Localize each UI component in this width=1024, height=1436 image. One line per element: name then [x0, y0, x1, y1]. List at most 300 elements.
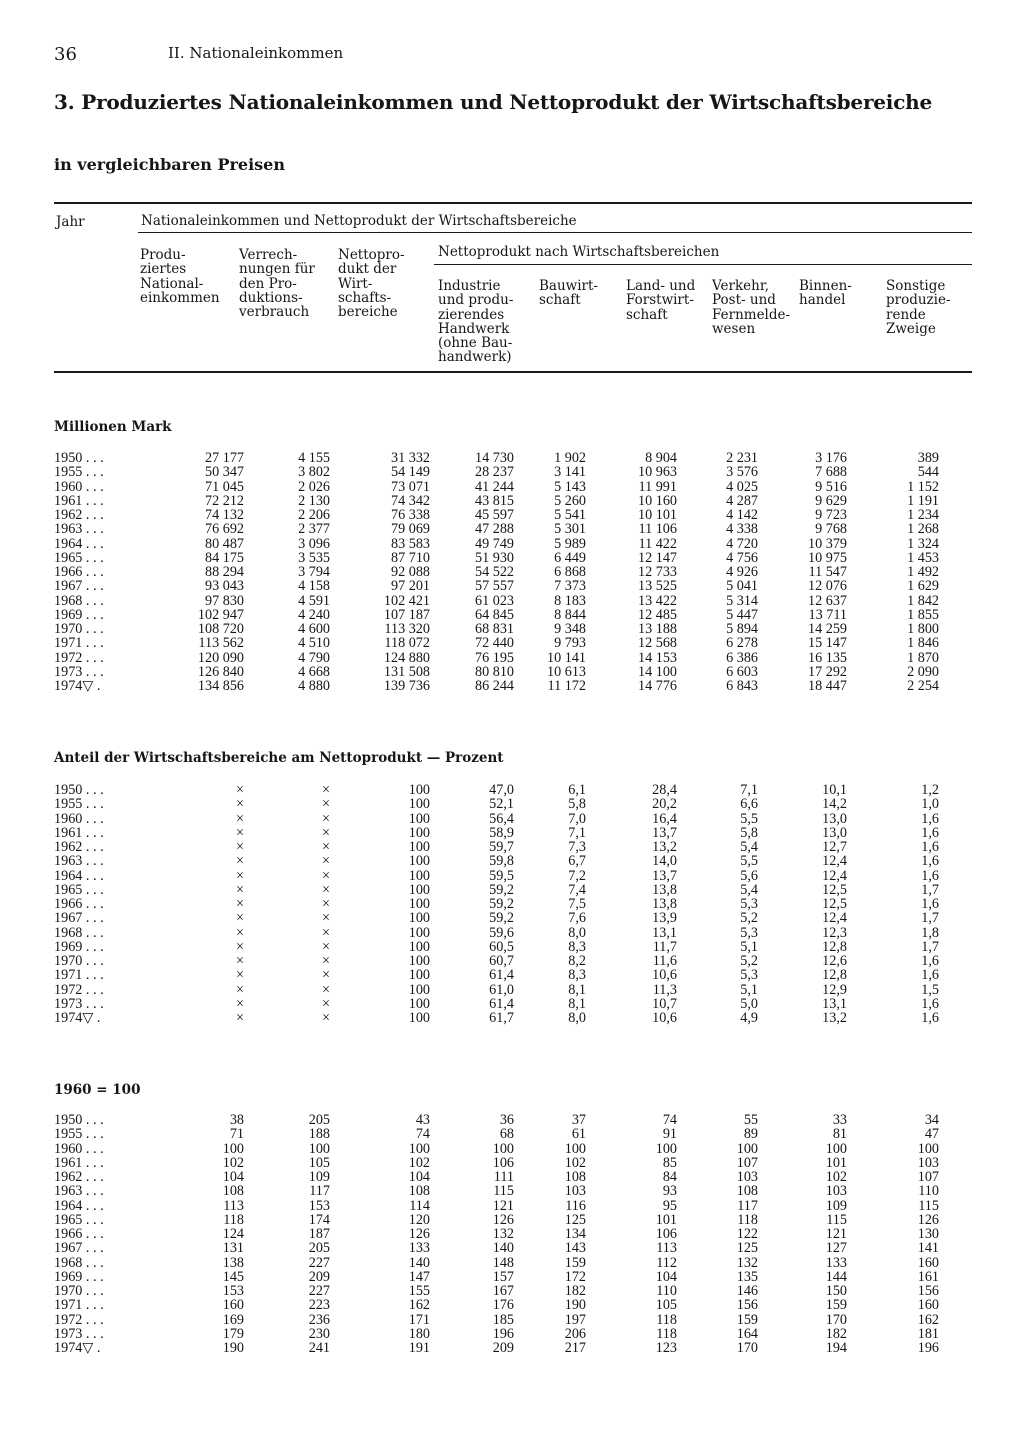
- cell-national-income: 104: [222, 1169, 244, 1185]
- cell-settlements: 174: [308, 1211, 330, 1228]
- cell-domestic-trade: 11 547: [808, 564, 847, 580]
- row-year: 1966 . . .: [54, 896, 104, 912]
- cell-net-product: 100: [408, 824, 430, 841]
- cell-transport: 5,2: [740, 910, 758, 927]
- table-row: [54, 1170, 994, 1184]
- cell-settlements: ×: [321, 953, 330, 969]
- cell-other-branches: 1 629: [907, 578, 939, 595]
- table-row: [54, 1227, 994, 1241]
- cell-construction: 7,2: [568, 867, 586, 884]
- table-row: [54, 940, 994, 954]
- cell-settlements: 223: [308, 1297, 330, 1314]
- cell-settlements: 3 535: [298, 549, 330, 566]
- cell-other-branches: 1,6: [921, 839, 939, 855]
- cell-construction: 125: [564, 1211, 586, 1228]
- table-row: [54, 1156, 994, 1170]
- cell-national-income: ×: [235, 867, 244, 884]
- cell-settlements: 4 240: [298, 606, 330, 623]
- cell-domestic-trade: 12 637: [807, 592, 847, 609]
- cell-other-branches: 126: [917, 1211, 939, 1228]
- cell-other-branches: 130: [917, 1226, 939, 1242]
- cell-construction: 6 449: [554, 549, 586, 566]
- cell-national-income: 169: [222, 1311, 244, 1328]
- cell-settlements: 3 794: [298, 564, 330, 580]
- cell-domestic-trade: 12,9: [822, 981, 847, 998]
- cell-settlements: 2 377: [298, 521, 330, 538]
- row-year: 1955 . . .: [54, 796, 104, 813]
- table-row: [54, 1270, 994, 1284]
- cell-net-product: 100: [408, 1140, 430, 1157]
- chapter-heading: II. Nationaleinkommen: [168, 44, 344, 62]
- cell-transport: 4 720: [726, 535, 758, 552]
- cell-other-branches: 2 254: [907, 678, 939, 694]
- cell-agriculture: 10 963: [637, 464, 677, 481]
- cell-construction: 182: [564, 1283, 586, 1299]
- cell-domestic-trade: 9 516: [815, 478, 847, 495]
- cell-agriculture: 12 733: [637, 564, 677, 580]
- column-header-domestic-trade: Binnen- handel: [799, 278, 852, 309]
- cell-national-income: ×: [235, 796, 244, 813]
- cell-settlements: ×: [321, 881, 330, 898]
- cell-settlements: 4 668: [298, 663, 330, 680]
- row-year: 1955 . . .: [54, 464, 104, 481]
- cell-construction: 217: [564, 1340, 586, 1356]
- cell-national-income: 118: [223, 1211, 244, 1228]
- cell-national-income: 179: [222, 1325, 244, 1342]
- column-header-transport: Verkehr, Post- und Fernmelde- wesen: [712, 278, 791, 337]
- cell-net-product: 102: [408, 1154, 430, 1171]
- cell-net-product: 100: [408, 782, 430, 798]
- cell-settlements: 4 158: [298, 578, 330, 595]
- cell-transport: 5,5: [740, 853, 758, 870]
- cell-settlements: 241: [308, 1340, 330, 1356]
- cell-net-product: 54 149: [390, 464, 430, 481]
- cell-settlements: 153: [308, 1197, 330, 1214]
- row-year: 1970 . . .: [54, 621, 104, 637]
- cell-national-income: ×: [235, 896, 244, 912]
- cell-agriculture: 13 188: [637, 621, 677, 637]
- cell-settlements: 205: [308, 1112, 330, 1128]
- cell-net-product: 100: [408, 995, 430, 1012]
- column-header-construction: Bauwirt- schaft: [539, 278, 598, 309]
- cell-other-branches: 1 453: [907, 549, 939, 566]
- section-label-millionen-mark: Millionen Mark: [54, 419, 172, 435]
- cell-settlements: ×: [321, 1010, 330, 1026]
- cell-settlements: ×: [321, 853, 330, 870]
- cell-net-product: 100: [408, 796, 430, 813]
- cell-settlements: 227: [308, 1283, 330, 1299]
- cell-transport: 156: [736, 1297, 758, 1314]
- cell-agriculture: 13,7: [652, 824, 677, 841]
- table-row: [54, 797, 994, 811]
- cell-industry: 196: [492, 1325, 514, 1342]
- cell-transport: 4,9: [740, 1010, 758, 1026]
- cell-national-income: ×: [235, 910, 244, 927]
- row-year: 1960 . . .: [54, 1140, 104, 1157]
- cell-industry: 47 288: [474, 521, 514, 538]
- cell-other-branches: 100: [917, 1140, 939, 1157]
- row-year: 1965 . . .: [54, 549, 104, 566]
- cell-agriculture: 14 153: [637, 649, 677, 666]
- table-row: [54, 997, 994, 1011]
- cell-national-income: 102: [222, 1154, 244, 1171]
- cell-transport: 5,4: [740, 881, 758, 898]
- cell-construction: 5 143: [554, 478, 586, 495]
- cell-settlements: ×: [321, 824, 330, 841]
- cell-domestic-trade: 159: [825, 1297, 847, 1314]
- cell-industry: 61,4: [489, 995, 514, 1012]
- cell-industry: 64 845: [474, 606, 514, 623]
- cell-other-branches: 162: [917, 1311, 939, 1328]
- table-row: [54, 1341, 994, 1355]
- cell-net-product: 100: [408, 967, 430, 984]
- cell-other-branches: 2 090: [907, 663, 939, 680]
- cell-net-product: 76 338: [390, 507, 430, 523]
- cell-construction: 5 260: [554, 492, 586, 509]
- cell-construction: 1 902: [554, 450, 586, 466]
- data-block-index-1960: [54, 1113, 994, 1355]
- table-row: [54, 911, 994, 925]
- cell-net-product: 100: [408, 810, 430, 827]
- cell-domestic-trade: 12,3: [822, 924, 847, 941]
- cell-industry: 51 930: [474, 549, 514, 566]
- cell-domestic-trade: 12,5: [822, 896, 847, 912]
- cell-net-product: 102 421: [383, 592, 430, 609]
- cell-other-branches: 544: [917, 464, 939, 481]
- cell-construction: 8,2: [568, 953, 586, 969]
- cell-industry: 59,2: [489, 910, 514, 927]
- table-row: [54, 579, 994, 593]
- cell-agriculture: 13,9: [652, 910, 677, 927]
- cell-transport: 117: [737, 1197, 758, 1214]
- cell-agriculture: 10 101: [637, 507, 677, 523]
- cell-construction: 108: [564, 1169, 586, 1185]
- cell-national-income: 97 830: [204, 592, 244, 609]
- cell-agriculture: 84: [662, 1169, 677, 1185]
- column-header-agriculture: Land- und Forstwirt- schaft: [626, 278, 696, 323]
- cell-domestic-trade: 12,5: [822, 881, 847, 898]
- cell-industry: 36: [499, 1112, 514, 1128]
- cell-industry: 61,7: [489, 1010, 514, 1026]
- cell-national-income: 153: [222, 1283, 244, 1299]
- cell-industry: 59,2: [489, 896, 514, 912]
- cell-national-income: ×: [235, 953, 244, 969]
- row-year: 1970 . . .: [54, 953, 104, 969]
- cell-transport: 5,3: [740, 896, 758, 912]
- cell-transport: 103: [736, 1169, 758, 1185]
- cell-national-income: 71: [229, 1126, 244, 1143]
- cell-other-branches: 1,6: [921, 810, 939, 827]
- cell-national-income: 108: [222, 1183, 244, 1200]
- cell-agriculture: 13 422: [637, 592, 677, 609]
- table-row: [54, 783, 994, 797]
- cell-transport: 108: [736, 1183, 758, 1200]
- table-row: [54, 480, 994, 494]
- cell-transport: 5 894: [726, 621, 758, 637]
- cell-industry: 185: [492, 1311, 514, 1328]
- cell-agriculture: 10,6: [652, 1010, 677, 1026]
- cell-national-income: 74 132: [204, 507, 244, 523]
- cell-industry: 59,2: [489, 881, 514, 898]
- cell-industry: 148: [492, 1254, 514, 1271]
- cell-transport: 146: [736, 1283, 758, 1299]
- cell-transport: 4 025: [726, 478, 758, 495]
- cell-agriculture: 112: [656, 1254, 677, 1271]
- cell-net-product: 139 736: [383, 678, 430, 694]
- cell-industry: 115: [493, 1183, 514, 1200]
- cell-other-branches: 389: [917, 450, 939, 466]
- cell-domestic-trade: 17 292: [807, 663, 847, 680]
- table-row: [54, 968, 994, 982]
- row-year: 1960 . . .: [54, 810, 104, 827]
- row-year: 1969 . . .: [54, 606, 104, 623]
- cell-net-product: 126: [408, 1226, 430, 1242]
- cell-transport: 5,5: [740, 810, 758, 827]
- cell-national-income: 145: [222, 1268, 244, 1285]
- cell-transport: 159: [736, 1311, 758, 1328]
- cell-domestic-trade: 9 723: [815, 507, 847, 523]
- cell-other-branches: 1,6: [921, 995, 939, 1012]
- cell-national-income: ×: [235, 967, 244, 984]
- cell-transport: 2 231: [726, 450, 758, 466]
- row-year: 1962 . . .: [54, 507, 104, 523]
- cell-industry: 43 815: [474, 492, 514, 509]
- table-row: [54, 508, 994, 522]
- cell-settlements: 4 155: [298, 450, 330, 466]
- table-row: [54, 983, 994, 997]
- cell-domestic-trade: 81: [832, 1126, 847, 1143]
- cell-agriculture: 13,2: [652, 839, 677, 855]
- cell-industry: 28 237: [474, 464, 514, 481]
- row-year: 1973 . . .: [54, 995, 104, 1012]
- cell-transport: 5 447: [726, 606, 758, 623]
- cell-transport: 5,1: [740, 938, 758, 955]
- cell-transport: 5,6: [740, 867, 758, 884]
- cell-national-income: 102 947: [197, 606, 244, 623]
- cell-other-branches: 34: [924, 1112, 939, 1128]
- cell-construction: 143: [564, 1240, 586, 1257]
- cell-domestic-trade: 14 259: [807, 621, 847, 637]
- row-year: 1960 . . .: [54, 478, 104, 495]
- row-year: 1964 . . .: [54, 867, 104, 884]
- row-year: 1967 . . .: [54, 1240, 104, 1257]
- table-row: [54, 812, 994, 826]
- table-row: [54, 1256, 994, 1270]
- cell-construction: 8,0: [568, 924, 586, 941]
- cell-domestic-trade: 115: [826, 1211, 847, 1228]
- row-year: 1967 . . .: [54, 910, 104, 927]
- cell-other-branches: 115: [918, 1197, 939, 1214]
- cell-national-income: ×: [235, 938, 244, 955]
- table-row: [54, 636, 994, 650]
- cell-construction: 5 301: [554, 521, 586, 538]
- cell-industry: 111: [493, 1169, 514, 1185]
- cell-industry: 49 749: [474, 535, 514, 552]
- cell-industry: 140: [492, 1240, 514, 1257]
- table-title: 3. Produziertes Nationaleinkommen und Nettoprodukt der Wirtschaftsbereiche: [54, 90, 933, 114]
- cell-other-branches: 196: [917, 1340, 939, 1356]
- cell-domestic-trade: 12,8: [822, 938, 847, 955]
- row-year: 1973 . . .: [54, 1325, 104, 1342]
- cell-transport: 100: [736, 1140, 758, 1157]
- cell-industry: 121: [492, 1197, 514, 1214]
- cell-domestic-trade: 9 629: [815, 492, 847, 509]
- cell-other-branches: 1 324: [907, 535, 939, 552]
- cell-other-branches: 1,0: [921, 796, 939, 813]
- cell-construction: 6,1: [568, 782, 586, 798]
- cell-domestic-trade: 12,7: [822, 839, 847, 855]
- table-row: [54, 451, 994, 465]
- cell-construction: 9 793: [554, 635, 586, 652]
- cell-agriculture: 11,3: [652, 981, 677, 998]
- cell-national-income: 113: [223, 1197, 244, 1214]
- cell-net-product: 155: [408, 1283, 430, 1299]
- cell-net-product: 114: [409, 1197, 430, 1214]
- cell-other-branches: 160: [917, 1297, 939, 1314]
- row-year: 1966 . . .: [54, 564, 104, 580]
- cell-national-income: 50 347: [204, 464, 244, 481]
- table-row: [54, 1298, 994, 1312]
- table-row: [54, 1127, 994, 1141]
- cell-construction: 10 613: [546, 663, 586, 680]
- cell-industry: 176: [492, 1297, 514, 1314]
- cell-construction: 102: [564, 1154, 586, 1171]
- section-label-prozent: Anteil der Wirtschaftsbereiche am Nettoprodukt — Prozent: [54, 750, 504, 766]
- cell-national-income: 93 043: [204, 578, 244, 595]
- cell-domestic-trade: 9 768: [815, 521, 847, 538]
- page-number: 36: [54, 44, 77, 65]
- row-year: 1963 . . .: [54, 853, 104, 870]
- table-row: [54, 565, 994, 579]
- cell-construction: 10 141: [546, 649, 586, 666]
- cell-other-branches: 1,8: [921, 924, 939, 941]
- row-year: 1965 . . .: [54, 881, 104, 898]
- cell-settlements: 227: [308, 1254, 330, 1271]
- cell-domestic-trade: 100: [825, 1140, 847, 1157]
- cell-other-branches: 156: [917, 1283, 939, 1299]
- cell-net-product: 191: [408, 1340, 430, 1356]
- cell-transport: 89: [743, 1126, 758, 1143]
- cell-net-product: 147: [408, 1268, 430, 1285]
- cell-construction: 61: [571, 1126, 586, 1143]
- cell-settlements: 205: [308, 1240, 330, 1257]
- cell-domestic-trade: 15 147: [807, 635, 847, 652]
- cell-settlements: ×: [321, 867, 330, 884]
- cell-transport: 135: [736, 1268, 758, 1285]
- cell-domestic-trade: 13,2: [822, 1010, 847, 1026]
- cell-agriculture: 16,4: [652, 810, 677, 827]
- cell-national-income: ×: [235, 924, 244, 941]
- column-header-other-branches: Sonstige produzie- rende Zweige: [886, 278, 951, 337]
- cell-agriculture: 28,4: [652, 782, 677, 798]
- cell-agriculture: 13 525: [637, 578, 677, 595]
- subgroup-header-rule: [434, 264, 972, 265]
- cell-agriculture: 10 160: [637, 492, 677, 509]
- cell-transport: 5,3: [740, 924, 758, 941]
- table-row: [54, 840, 994, 854]
- cell-national-income: ×: [235, 881, 244, 898]
- row-year: 1965 . . .: [54, 1211, 104, 1228]
- row-year: 1950 . . .: [54, 782, 104, 798]
- cell-construction: 11 172: [547, 678, 586, 694]
- cell-agriculture: 123: [655, 1340, 677, 1356]
- cell-national-income: 76 692: [204, 521, 244, 538]
- cell-other-branches: 1 870: [907, 649, 939, 666]
- cell-other-branches: 1,6: [921, 953, 939, 969]
- cell-net-product: 133: [408, 1240, 430, 1257]
- cell-settlements: ×: [321, 995, 330, 1012]
- cell-agriculture: 12 147: [637, 549, 677, 566]
- cell-construction: 172: [564, 1268, 586, 1285]
- cell-domestic-trade: 109: [825, 1197, 847, 1214]
- cell-construction: 8,3: [568, 967, 586, 984]
- cell-agriculture: 8 904: [645, 450, 677, 466]
- cell-domestic-trade: 10 975: [807, 549, 847, 566]
- cell-agriculture: 10,7: [652, 995, 677, 1012]
- cell-construction: 8,0: [568, 1010, 586, 1026]
- row-year: 1950 . . .: [54, 1112, 104, 1128]
- cell-agriculture: 100: [655, 1140, 677, 1157]
- cell-industry: 72 440: [474, 635, 514, 652]
- cell-construction: 100: [564, 1140, 586, 1157]
- row-year: 1966 . . .: [54, 1226, 104, 1242]
- cell-domestic-trade: 150: [825, 1283, 847, 1299]
- cell-domestic-trade: 170: [825, 1311, 847, 1328]
- row-year: 1950 . . .: [54, 450, 104, 466]
- cell-net-product: 180: [408, 1325, 430, 1342]
- cell-construction: 206: [564, 1325, 586, 1342]
- cell-industry: 68: [499, 1126, 514, 1143]
- cell-industry: 47,0: [489, 782, 514, 798]
- cell-agriculture: 12 568: [637, 635, 677, 652]
- cell-national-income: 160: [222, 1297, 244, 1314]
- cell-net-product: 74 342: [390, 492, 430, 509]
- row-year: 1968 . . .: [54, 1254, 104, 1271]
- cell-construction: 8,3: [568, 938, 586, 955]
- cell-domestic-trade: 12,8: [822, 967, 847, 984]
- cell-other-branches: 1,6: [921, 896, 939, 912]
- row-year: 1968 . . .: [54, 592, 104, 609]
- cell-settlements: ×: [321, 896, 330, 912]
- cell-net-product: 87 710: [390, 549, 430, 566]
- cell-industry: 59,8: [489, 853, 514, 870]
- cell-net-product: 124 880: [383, 649, 430, 666]
- cell-net-product: 118 072: [384, 635, 430, 652]
- cell-other-branches: 161: [917, 1268, 939, 1285]
- cell-transport: 4 338: [726, 521, 758, 538]
- cell-net-product: 100: [408, 910, 430, 927]
- cell-national-income: ×: [235, 981, 244, 998]
- cell-agriculture: 11,6: [652, 953, 677, 969]
- cell-net-product: 140: [408, 1254, 430, 1271]
- cell-industry: 52,1: [489, 796, 514, 813]
- cell-settlements: 236: [308, 1311, 330, 1328]
- cell-net-product: 100: [408, 924, 430, 941]
- cell-settlements: 4 591: [298, 592, 330, 609]
- cell-net-product: 74: [415, 1126, 430, 1143]
- cell-other-branches: 1,7: [921, 910, 939, 927]
- cell-agriculture: 11 422: [638, 535, 677, 552]
- cell-construction: 7,5: [568, 896, 586, 912]
- cell-agriculture: 105: [655, 1297, 677, 1314]
- cell-agriculture: 20,2: [652, 796, 677, 813]
- cell-domestic-trade: 13,0: [822, 824, 847, 841]
- row-year: 1972 . . .: [54, 1311, 104, 1328]
- cell-other-branches: 1,6: [921, 853, 939, 870]
- table-row: [54, 869, 994, 883]
- cell-construction: 7,0: [568, 810, 586, 827]
- cell-domestic-trade: 3 176: [815, 450, 847, 466]
